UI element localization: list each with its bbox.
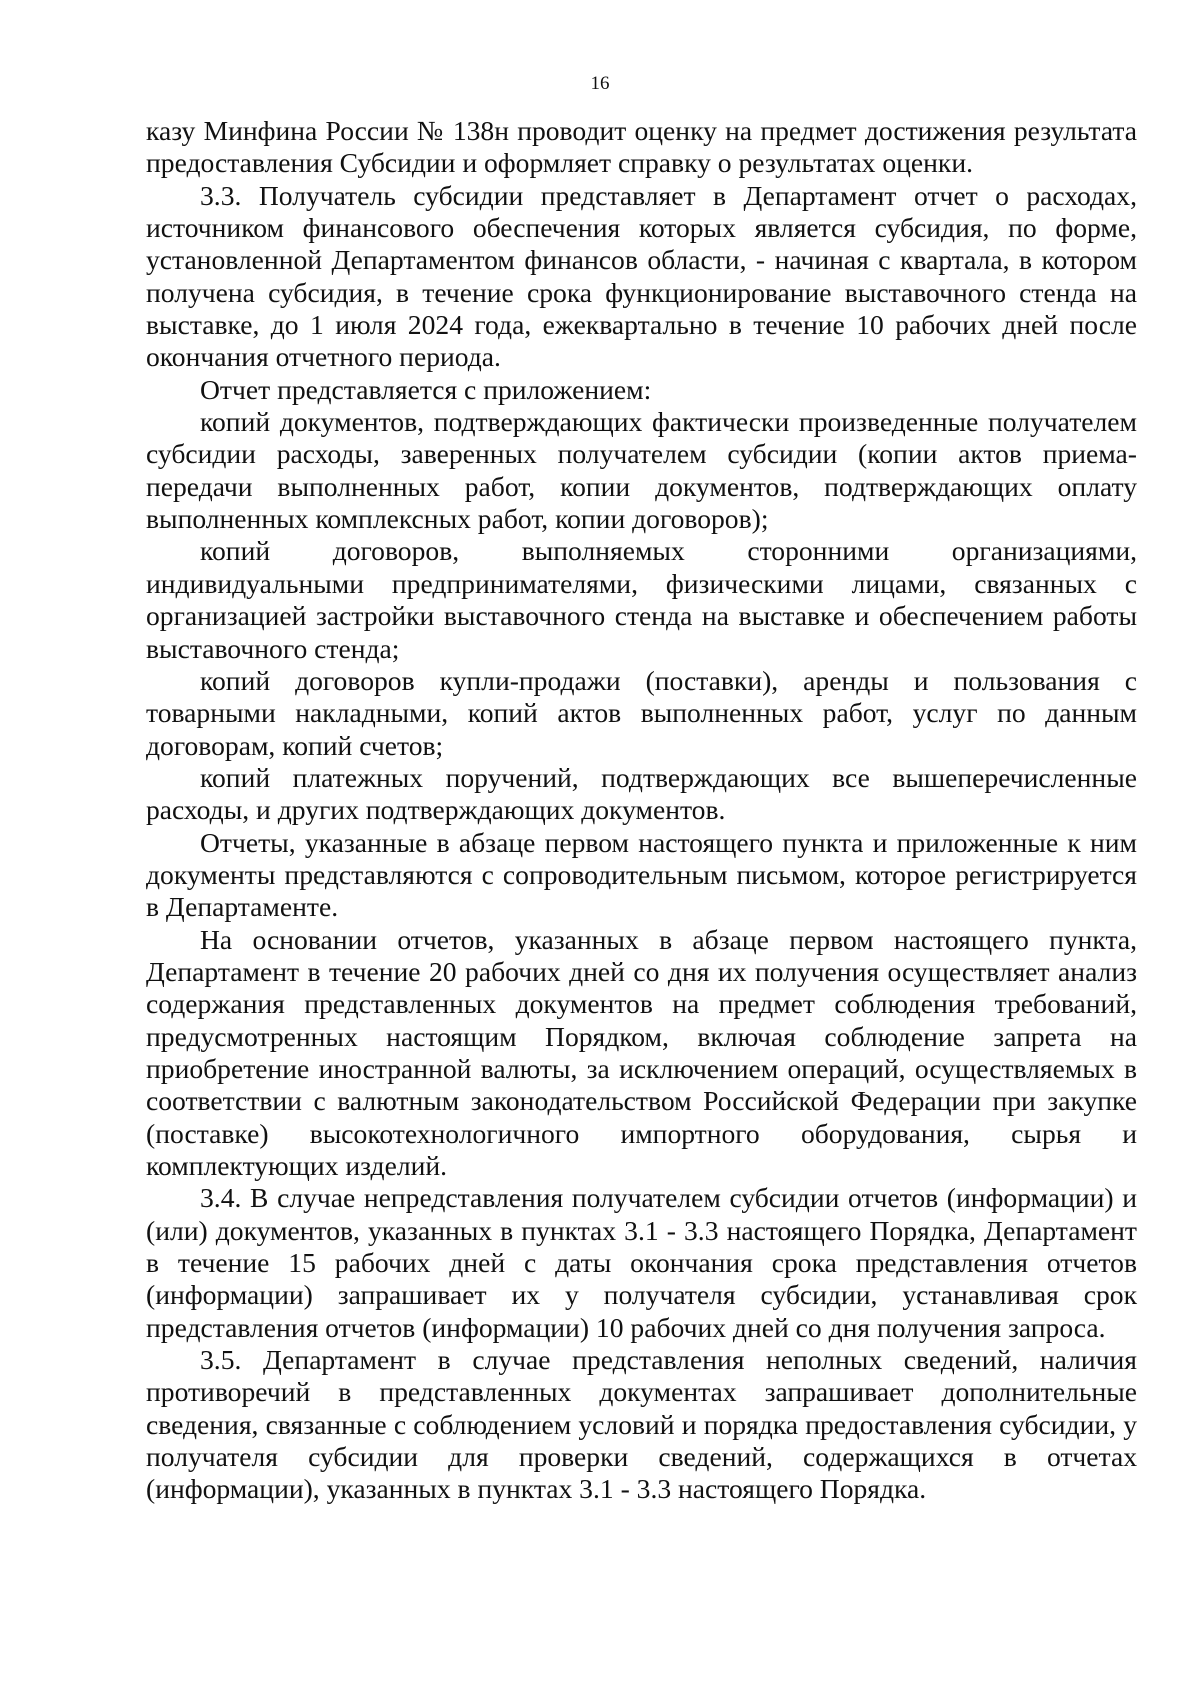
paragraph-clause-3-4: 3.4. В случае непредставления получателем субсидии отчетов (информации) и (или) документов, указанных в пунктах 3.1 - 3.3 настоящего Порядка, Департамент в течение 15 рабочих дней с даты окончания срока представления отчетов (информации) запрашивает их у получателя субсидии, устанавливая срок представления отчетов (информации) 10 рабочих дней со дня получения запроса. xyxy=(146,1182,1137,1343)
paragraph-report-analysis: На основании отчетов, указанных в абзаце первом настоящего пункта, Департамент в течение 20 рабочих дней со дня их получения осуществляет анализ содержания представленных документов на предмет соблюдения требований, предусмотренных настоящим Порядком, включая соблюдение запрета на приобретение иностранной валюты, за исключением операций, осуществляемых в соответствии с валютным законодательством Российской Федерации при закупке (поставке) высокотехнологичного импортного оборудования, сырья и комплектующих изделий. xyxy=(146,923,1137,1181)
paragraph-continuation: казу Минфина России № 138н проводит оценку на предмет достижения результата предоставления Субсидии и оформляет справку о результатах оценки. xyxy=(146,115,1137,179)
paragraph-report-attachments-intro: Отчет представляется с приложением: xyxy=(200,373,652,405)
page-number: 16 xyxy=(590,73,610,94)
paragraph-clause-3-3: 3.3. Получатель субсидии представляет в Департамент отчет о расходах, источником финансового обеспечения которых является субсидия, по форме, установленной Департаментом финансов области, - начиная с квартала, в котором получена субсидия, в течение срока функционирование выставочного стенда на выставке, до 1 июля 2024 года, ежеквартально в течение 10 рабочих дней после окончания отчетного периода. xyxy=(146,179,1137,373)
document-body xyxy=(146,115,1137,1506)
paragraph-cover-letter: Отчеты, указанные в абзаце первом настоящего пункта и приложенные к ним документы представляются с сопроводительным письмом, которое регистрируется в Департаменте. xyxy=(146,826,1137,923)
paragraph-attachment-contracts: копий договоров, выполняемых сторонними организациями, индивидуальными предпринимателями, физическими лицами, связанных с организацией застройки выставочного стенда на выставке и обеспечением работы выставочного стенда; xyxy=(146,535,1137,664)
paragraph-attachment-expense-documents: копий документов, подтверждающих фактически произведенные получателем субсидии расходы, заверенных получателем субсидии (копии актов приема-передачи выполненных работ, копии документов, подтверждающих оплату выполненных комплексных работ, копии договоров); xyxy=(146,406,1137,535)
paragraph-attachment-payment-orders: копий платежных поручений, подтверждающих все вышеперечисленные расходы, и других подтверждающих документов. xyxy=(146,761,1137,826)
paragraph-clause-3-5: 3.5. Департамент в случае представления неполных сведений, наличия противоречий в представленных документах запрашивает дополнительные сведения, связанные с соблюдением условий и порядка предоставления субсидии, у получателя субсидии для проверки сведений, содержащихся в отчетах (информации), указанных в пунктах 3.1 - 3.3 настоящего Порядка. xyxy=(146,1344,1137,1505)
paragraph-attachment-sale-contracts: копий договоров купли-продажи (поставки), аренды и пользования с товарными накладными, копий актов выполненных работ, услуг по данным договорам, копий счетов; xyxy=(146,664,1137,761)
